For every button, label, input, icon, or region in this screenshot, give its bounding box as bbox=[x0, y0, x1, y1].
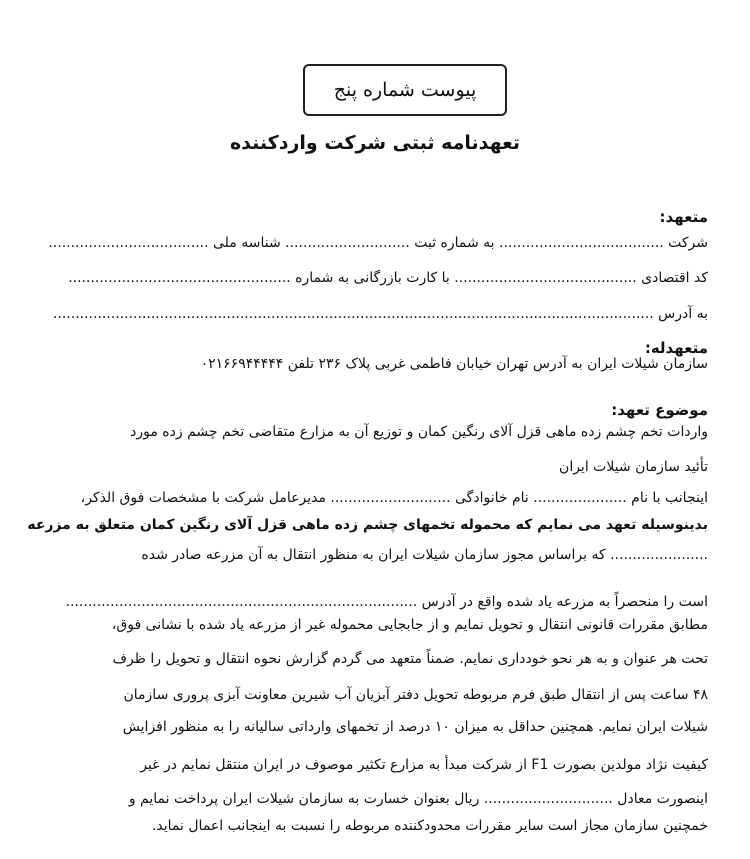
body-line-8: شیلات ایران نمایم. همچنین حداقل به میزان ۱۰ درصد از تخمهای وارداتی سالیانه را به منظور افزایش bbox=[122, 719, 708, 735]
committer-company-line: شرکت ..................................... به شماره ثبت ............................ شناسه ملی .................................... bbox=[48, 235, 708, 251]
obligee-heading: متعهدله: bbox=[644, 339, 708, 357]
subject-line-2: تأئید سازمان شیلات ایران bbox=[559, 459, 708, 475]
committer-economic-code-line: کد اقتصادی ......................................... با کارت بازرگانی به شماره .................................................. bbox=[68, 270, 708, 286]
annex-number-box bbox=[303, 64, 507, 116]
body-line-7: ۴۸ ساعت پس از انتقال طبق فرم مربوطه تحویل دفتر آبزیان آب شیرین معاونت آبزی پروری سازمان bbox=[123, 687, 708, 703]
body-line-11: خمچنین سازمان مجاز است سایر مقررات محدودکننده مربوطه را نسبت به اینجانب اعمال نماید. bbox=[151, 818, 708, 834]
subject-heading: موضوع تعهد: bbox=[611, 401, 708, 419]
body-line-10: اینصورت معادل ............................. ریال بعنوان خسارت به سازمان شیلات ایران پرداخت نمایم و bbox=[128, 791, 708, 807]
committer-address-line: به آدرس ....................................................................................................................................... bbox=[52, 306, 708, 322]
obligee-address-line: سازمان شیلات ایران به آدرس تهران خیابان فاطمی غربی پلاک ۲۳۶ تلفن ۰۲۱۶۶۹۴۴۴۴۴ bbox=[200, 356, 708, 372]
annex-number-label: پیوست شماره پنج bbox=[333, 79, 477, 101]
body-line-5: مطابق مقررات قانونی انتقال و تحویل نمایم و از جابجایی محموله غیر از مزرعه یاد شده با نشانی فوق، bbox=[111, 617, 708, 633]
body-line-2: بدینوسیله تعهد می نمایم که محموله تخمهای چشم زده ماهی قزل آلای رنگین کمان متعلق به مزرعه bbox=[27, 517, 708, 533]
body-line-3: ...................... که براساس مجوز سازمان شیلات ایران به منظور انتقال به آن مزرعه صادر شده bbox=[141, 547, 708, 563]
document-title: تعهدنامه ثبتی شرکت واردکننده bbox=[229, 132, 521, 154]
body-line-6: تحت هر عنوان و به هر نحو خودداری نمایم. ضمناً متعهد می گردم گزارش نحوه انتقال و تحویل را ظرف bbox=[112, 651, 708, 667]
subject-line-1: واردات تخم چشم زده ماهی قزل آلای رنگین کمان و توزیع آن به مزارع متقاضی تخم چشم زده مورد bbox=[130, 424, 708, 440]
body-line-9: کیفیت نژاد مولدین بصورت F1 از شرکت مبدأ به مزارع تکثیر موصوف در ایران منتقل نمایم در غیر bbox=[140, 757, 708, 773]
body-line-1: اینجانب با نام ..................... نام خانوادگی ........................... مدیرعامل شرکت با مشخصات فوق الذکر، bbox=[80, 490, 708, 506]
committer-heading: متعهد: bbox=[659, 208, 708, 226]
body-line-4: است را منحصراً به مزرعه یاد شده واقع در آدرس ............................................................................... bbox=[65, 594, 708, 610]
